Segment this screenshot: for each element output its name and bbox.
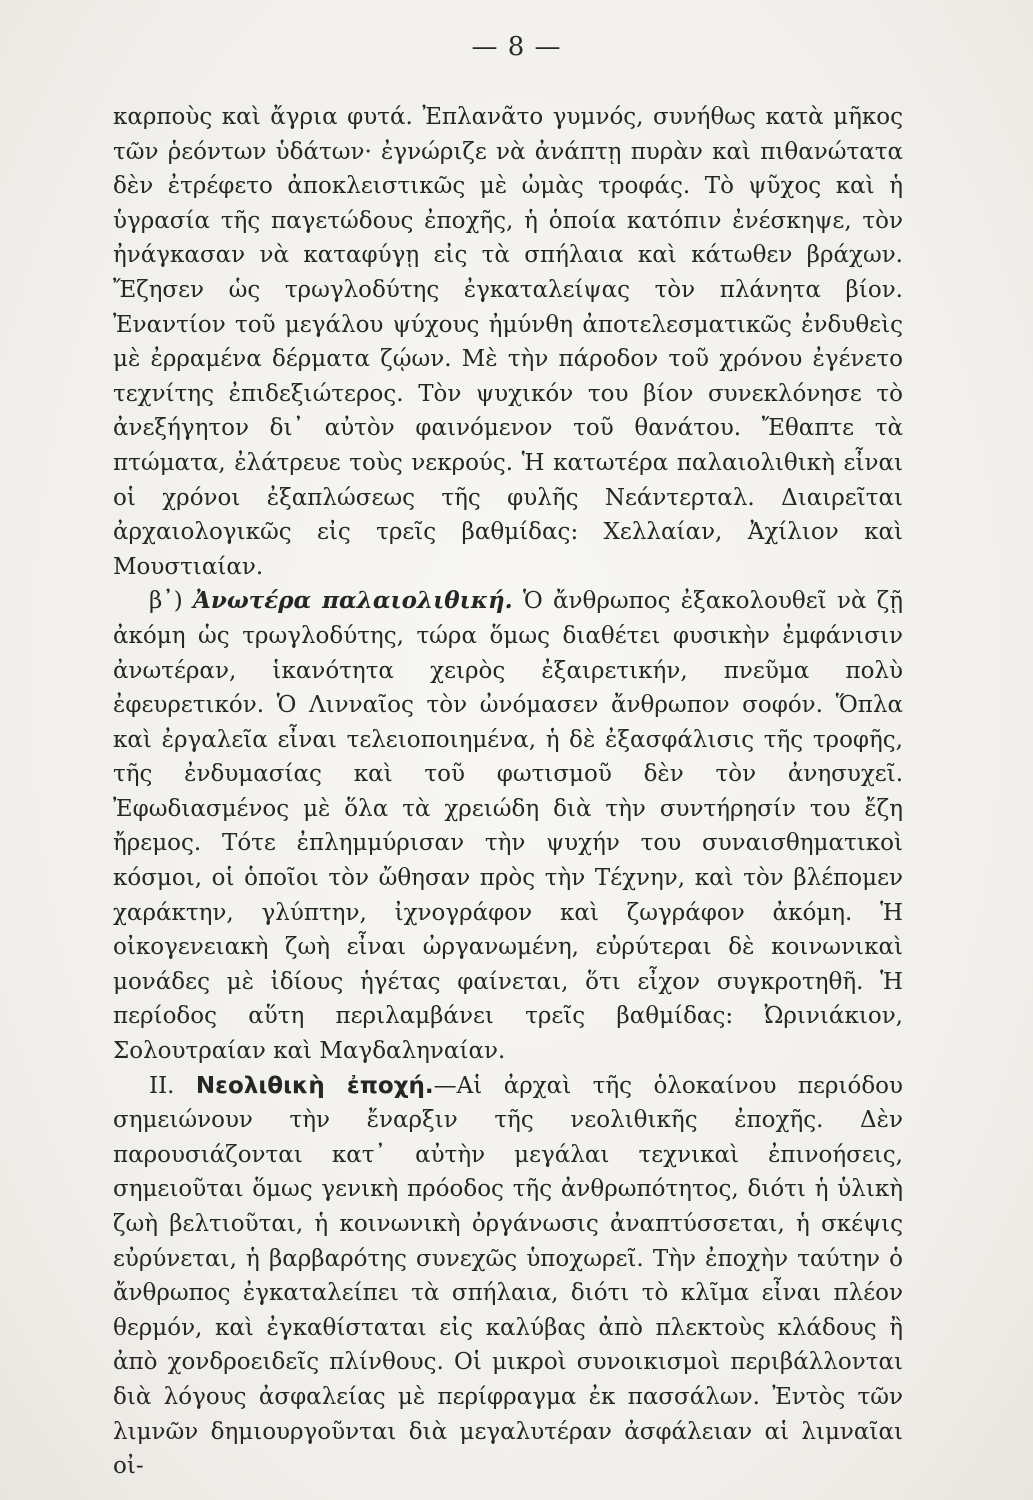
body-text <box>113 100 903 1484</box>
paragraph-upper-paleolithic <box>113 584 903 1068</box>
paragraph-neolithic <box>113 1069 903 1484</box>
paragraph-text: Ὁ ἄνθρωπος ἐξακολουθεῖ νὰ ζῇ ἀκόμη ὡς τρωγλοδύτης, τώρα ὅμως διαθέτει φυσικὴν ἐμφάνισιν ἀνωτέραν, ἱκανότητα χειρὸς ἐξαιρετικήν, πνεῦμα πολὺ ἐφευρετικόν. Ὁ Λινναῖος τὸν ὠνόμασεν ἄνθρωπον σοφόν. Ὅπλα καὶ ἐργαλεῖα εἶναι τελειοποιημένα, ἡ δὲ ἐξασφάλισις τῆς τροφῆς, τῆς ἐνδυμασίας καὶ τοῦ φωτισμοῦ δὲν τὸν ἀνησυχεῖ. Ἐφωδιασμένος μὲ ὅλα τὰ χρειώδη διὰ τὴν συντήρησίν του ἔζη ἤρεμος. Τότε ἐπλημμύρισαν τὴν ψυχήν του συναισθηματικοὶ κόσμοι, οἱ ὁποῖοι τὸν ὤθησαν πρὸς τὴν Τέχνην, καὶ τὸν βλέπομεν χαράκτην, γλύπτην, ἰχνογράφον καὶ ζωγράφον ἀκόμη. Ἡ οἰκογενειακὴ ζωὴ εἶναι ὠργανωμένη, εὐρύτεραι δὲ κοινωνικαὶ μονάδες μὲ ἰδίους ἡγέτας φαίνεται, ὅτι εἶχον συγκροτηθῆ. Ἡ περίοδος αὕτη περιλαμβάνει τρεῖς βαθμίδας: Ὠρινιάκιον, Σολουτραίαν καὶ Μαγδαληναίαν. <box>113 588 903 1065</box>
section-prefix: β᾿) <box>149 588 194 615</box>
paragraph-lower-paleolithic <box>113 100 903 584</box>
section-prefix: ΙΙ. <box>149 1072 196 1099</box>
paragraph-text: —Αἱ ἀρχαὶ τῆς ὁλοκαίνου περιόδου σημειώνουν τὴν ἔναρξιν τῆς νεολιθικῆς ἐποχῆς. Δὲν παρουσιάζονται κατ᾿ αὐτὴν μεγάλαι τεχνικαὶ ἐπινοήσεις, σημειοῦται ὅμως γενικὴ πρόοδος τῆς ἀνθρωπότητος, διότι ἡ ὑλικὴ ζωὴ βελτιοῦται, ἡ κοινωνικὴ ὀργάνωσις ἀναπτύσσεται, ἡ σκέψις εὐρύνεται, ἡ βαρβαρότης συνεχῶς ὑποχωρεῖ. Τὴν ἐποχὴν ταύτην ὁ ἄνθρωπος ἐγκαταλείπει τὰ σπήλαια, διότι τὸ κλῖμα εἶναι πλέον θερμόν, καὶ ἐγκαθίσταται εἰς καλύβας ἀπὸ πλεκτοὺς κλάδους ἢ ἀπὸ χονδροειδεῖς πλίνθους. Οἱ μικροὶ συνοικισμοὶ περιβάλλονται διὰ λόγους ἀσφαλείας μὲ περίφραγμα ἐκ πασσάλων. Ἐντὸς τῶν λιμνῶν δημιουργοῦνται διὰ μεγαλυτέραν ἀσφάλειαν αἱ λιμναῖαι οἰ- <box>113 1072 903 1480</box>
section-heading-neolithic: Νεολιθικὴ ἐποχή. <box>195 1072 434 1099</box>
section-heading-upper-paleolithic: Ἀνωτέρα παλαιολιθική. <box>193 587 513 615</box>
page-number: — 8 — <box>471 32 562 62</box>
paragraph-text: καρποὺς καὶ ἄγρια φυτά. Ἐπλανᾶτο γυμνός, συνήθως κατὰ μῆκος τῶν ῥεόντων ὑδάτων· ἐγνώριζε νὰ ἀνάπτῃ πυρὰν καὶ πιθανώτατα δὲν ἐτρέφετο ἀποκλειστικῶς μὲ ὠμὰς τροφάς. Τὸ ψῦχος καὶ ἡ ὑγρασία τῆς παγετώδους ἐποχῆς, ἡ ὁποία κατόπιν ἐνέσκηψε, τὸν ἠνάγκασαν νὰ καταφύγῃ εἰς τὰ σπήλαια καὶ κάτωθεν βράχων. Ἔζησεν ὡς τρωγλοδύτης ἐγκαταλείψας τὸν πλάνητα βίον. Ἐναντίον τοῦ μεγάλου ψύχους ἠμύνθη ἀποτελεσματικῶς ἐνδυθεὶς μὲ ἐρραμένα δέρματα ζῴων. Μὲ τὴν πάροδον τοῦ χρόνου ἐγένετο τεχνίτης ἐπιδεξιώτερος. Τὸν ψυχικόν του βίον συνεκλόνησε τὸ ἀνεξήγητον δι᾿ αὐτὸν φαινόμενον τοῦ θανάτου. Ἔθαπτε τὰ πτώματα, ἐλάτρευε τοὺς νεκρούς. Ἡ κατωτέρα παλαιολιθικὴ εἶναι οἱ χρόνοι ἐξαπλώσεως τῆς φυλῆς Νεάντερταλ. Διαιρεῖται ἀρχαιολογικῶς εἰς τρεῖς βαθμίδας: Χελλαίαν, Ἀχίλιον καὶ Μουστιαίαν. <box>113 104 903 580</box>
